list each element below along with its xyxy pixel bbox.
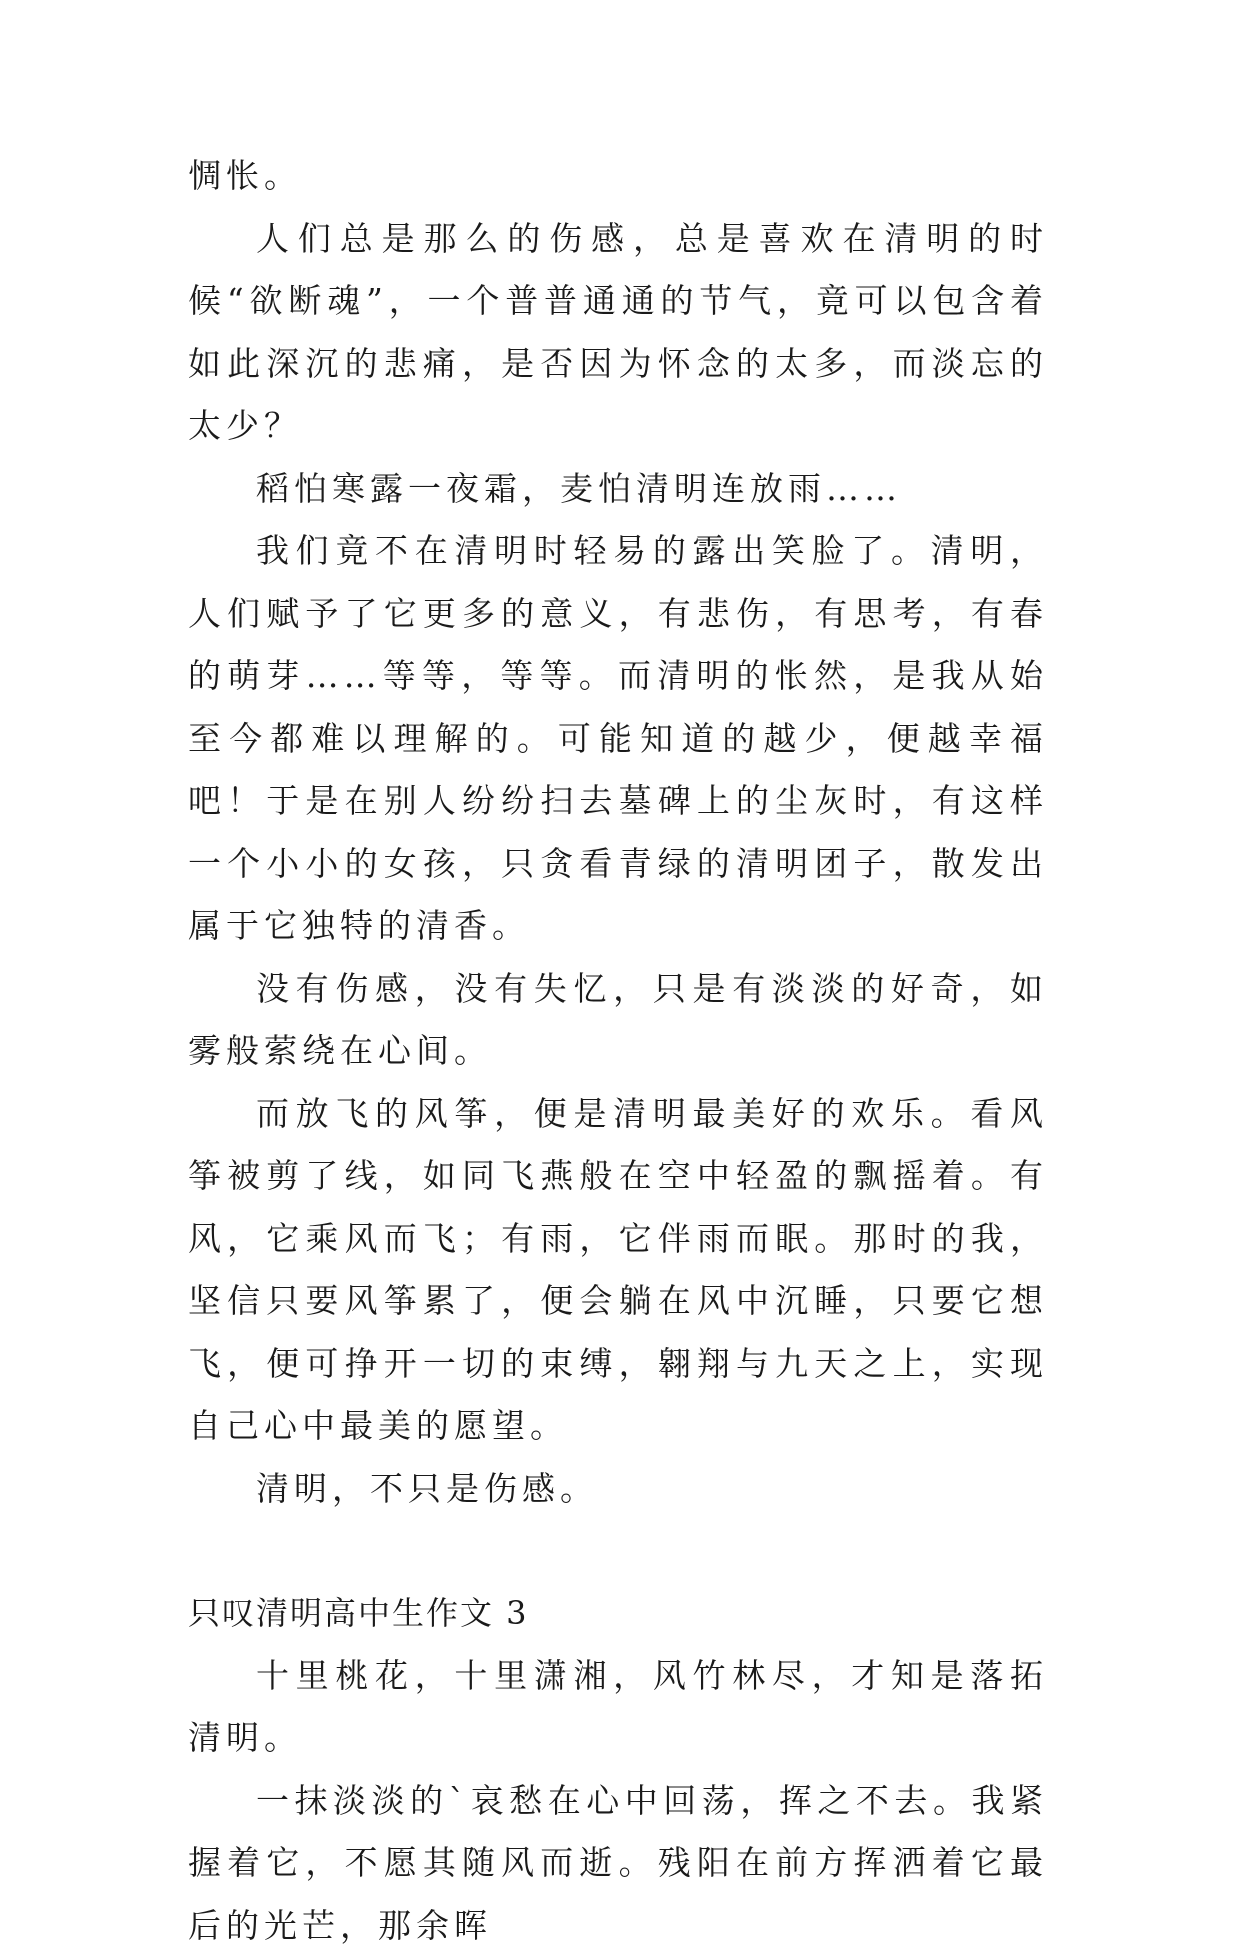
paragraph: 没有伤感，没有失忆，只是有淡淡的好奇，如雾般萦绕在心间。 bbox=[188, 958, 1048, 1083]
paragraph: 我们竟不在清明时轻易的露出笑脸了。清明，人们赋予了它更多的意义，有悲伤，有思考，有春的萌芽……等等，等等。而清明的怅然，是我从始至今都难以理解的。可能知道的越少，便越幸福吧！于是在别人纷纷扫去墓碑上的尘灰时，有这样一个小小的女孩，只贪看青绿的清明团子，散发出属于它独特的清香。 bbox=[188, 520, 1048, 958]
document-page bbox=[188, 145, 1048, 1957]
paragraph: 而放飞的风筝，便是清明最美好的欢乐。看风筝被剪了线，如同飞燕般在空中轻盈的飘摇着。有风，它乘风而飞；有雨，它伴雨而眠。那时的我，坚信只要风筝累了，便会躺在风中沉睡，只要它想飞，便可挣开一切的束缚，翱翔与九天之上，实现自己心中最美的愿望。 bbox=[188, 1083, 1048, 1458]
paragraph: 清明，不只是伤感。 bbox=[188, 1458, 1048, 1521]
section-title: 只叹清明高中生作文 3 bbox=[188, 1582, 1048, 1645]
paragraph: 一抹淡淡的`哀愁在心中回荡，挥之不去。我紧握着它，不愿其随风而逝。残阳在前方挥洒着它最后的光芒，那余晖 bbox=[188, 1770, 1048, 1957]
paragraph: 十里桃花，十里潇湘，风竹林尽，才知是落拓清明。 bbox=[188, 1645, 1048, 1770]
paragraph-continuation: 惆怅。 bbox=[188, 145, 1048, 208]
paragraph: 人们总是那么的伤感，总是喜欢在清明的时候“欲断魂”，一个普普通通的节气，竟可以包含着如此深沉的悲痛，是否因为怀念的太多，而淡忘的太少？ bbox=[188, 208, 1048, 458]
paragraph: 稻怕寒露一夜霜，麦怕清明连放雨…… bbox=[188, 458, 1048, 521]
